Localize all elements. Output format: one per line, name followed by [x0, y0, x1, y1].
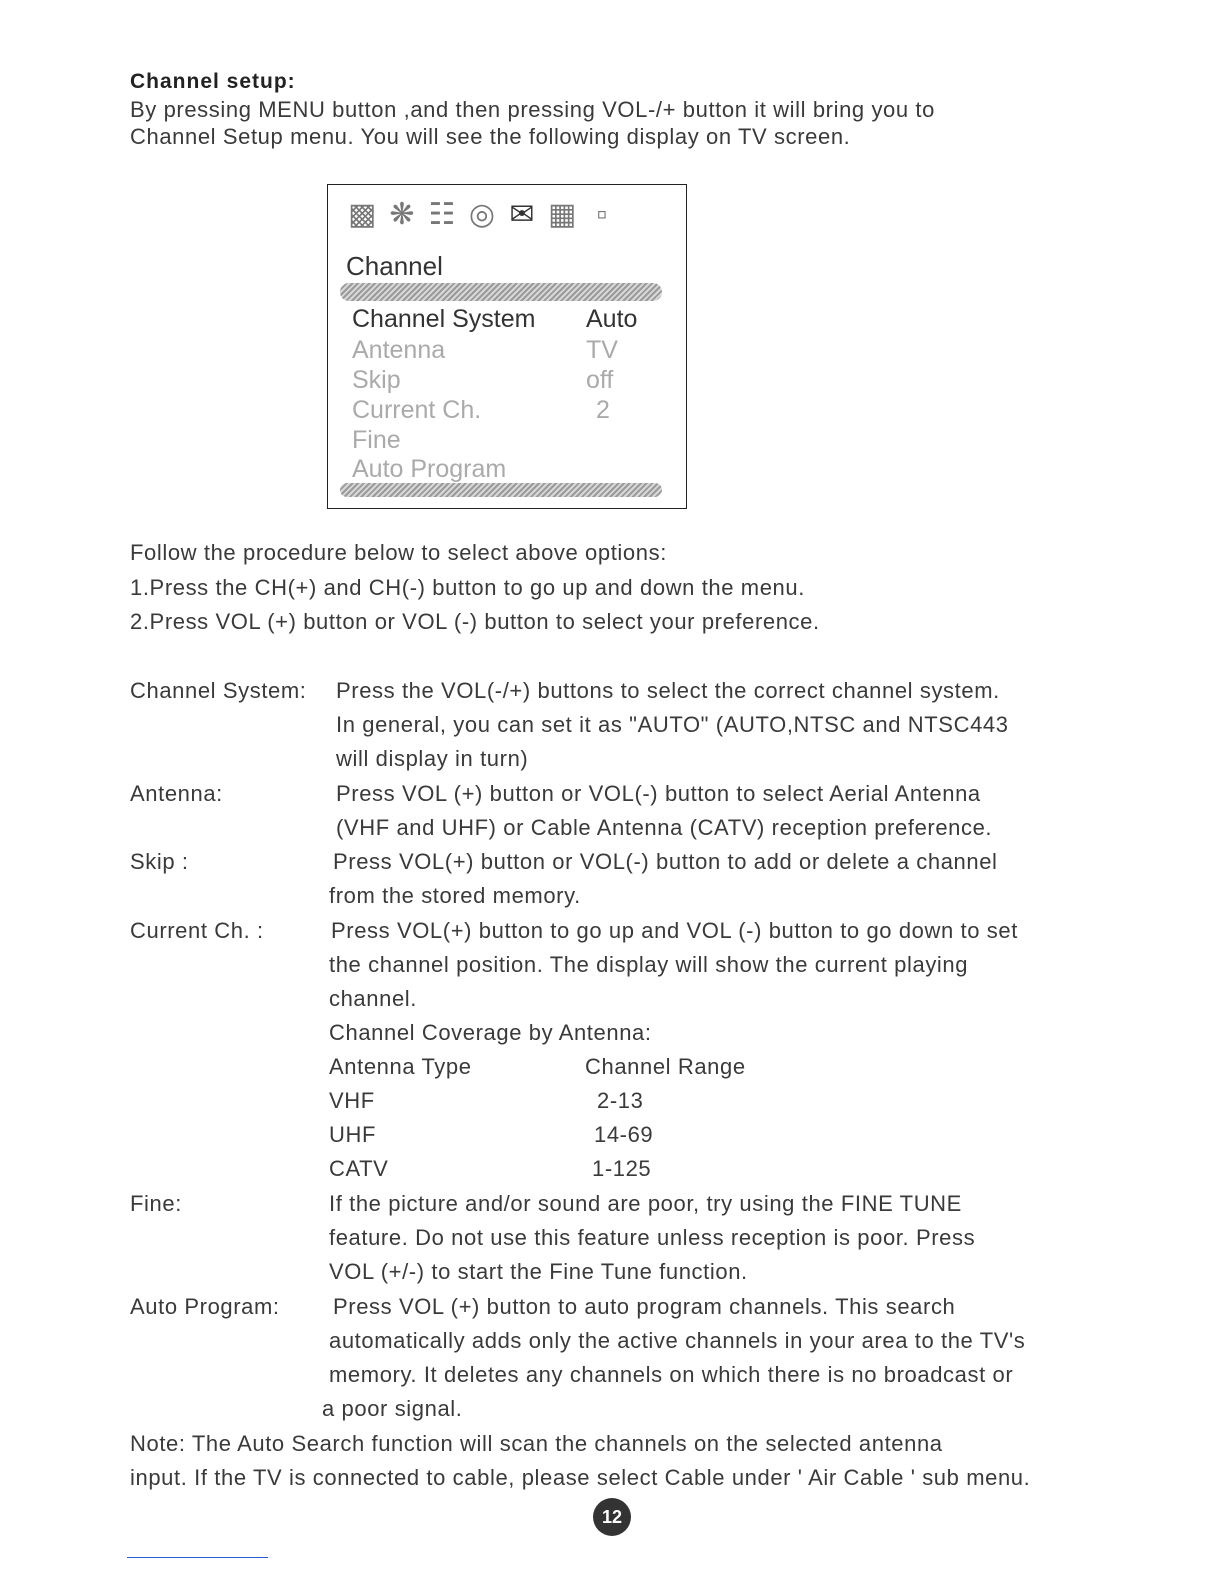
procedure-step-2: 2.Press VOL (+) button or VOL (-) button to select your preference. — [130, 609, 820, 634]
desc-antenna-1: Press VOL (+) button or VOL(-) button to select Aerial Antenna — [336, 781, 981, 806]
term-fine: Fine: — [130, 1191, 182, 1216]
parental-icon: ▫ — [596, 198, 608, 231]
procedure-step-1: 1.Press the CH(+) and CH(-) button to go up and down the menu. — [130, 575, 805, 600]
desc-current-ch-1: Press VOL(+) button to go up and VOL (-) button to go down to set — [331, 918, 1018, 943]
note-line-2: input. If the TV is connected to cable, please select Cable under ' Air Cable ' sub menu. — [130, 1465, 1031, 1490]
osd-item-label: Fine — [352, 426, 401, 454]
coverage-cell-range: 1-125 — [592, 1156, 652, 1181]
footer-rule — [127, 1557, 268, 1558]
coverage-cell-range: 2-13 — [597, 1088, 644, 1113]
section-heading: Channel setup: — [130, 70, 296, 93]
term-skip: Skip : — [130, 849, 189, 874]
sound-icon: ❋ — [389, 198, 415, 231]
desc-auto-program-1: Press VOL (+) button to auto program channels. This search — [333, 1294, 956, 1319]
desc-channel-system-3: will display in turn) — [336, 746, 529, 771]
note-line-1: Note: The Auto Search function will scan the channels on the selected antenna — [130, 1431, 943, 1456]
osd-bottom-bar — [340, 483, 662, 497]
term-channel-system: Channel System: — [130, 678, 307, 703]
osd-item-label: Skip — [352, 366, 401, 394]
page-number-badge: 12 — [593, 1498, 631, 1536]
desc-current-ch-3: channel. — [329, 986, 417, 1011]
setup-icon: ◎ — [468, 198, 496, 231]
picture-icon: ▩ — [348, 198, 377, 231]
osd-item-current-ch — [352, 396, 652, 426]
coverage-heading: Channel Coverage by Antenna: — [329, 1020, 652, 1045]
osd-item-value: Auto — [586, 305, 638, 333]
channel-antenna-icon: ✉ — [509, 198, 535, 231]
osd-item-label: Current Ch. — [352, 396, 482, 424]
coverage-header-channel-range: Channel Range — [585, 1054, 746, 1079]
procedure-intro: Follow the procedure below to select above options: — [130, 540, 667, 565]
coverage-cell-type: CATV — [329, 1156, 389, 1181]
osd-item-fine — [352, 426, 652, 456]
osd-item-value: off — [586, 366, 614, 394]
desc-fine-1: If the picture and/or sound are poor, try using the FINE TUNE — [329, 1191, 962, 1216]
term-current-ch: Current Ch. : — [130, 918, 264, 943]
osd-item-label: Channel System — [352, 305, 536, 333]
osd-item-auto-program — [352, 455, 652, 485]
osd-item-value: 2 — [596, 396, 610, 424]
desc-auto-program-2: automatically adds only the active channels in your area to the TV's — [329, 1328, 1026, 1353]
osd-item-skip — [352, 366, 652, 396]
osd-top-bar — [340, 283, 662, 301]
osd-item-label: Antenna — [352, 336, 446, 364]
desc-current-ch-2: the channel position. The display will show the current playing — [329, 952, 969, 977]
osd-item-label: Auto Program — [352, 455, 507, 483]
coverage-cell-type: UHF — [329, 1122, 377, 1147]
term-auto-program: Auto Program: — [130, 1294, 280, 1319]
term-antenna: Antenna: — [130, 781, 223, 806]
desc-antenna-2: (VHF and UHF) or Cable Antenna (CATV) reception preference. — [336, 815, 993, 840]
lock-icon: ▦ — [548, 198, 577, 231]
osd-item-channel-system — [352, 305, 652, 335]
desc-fine-2: feature. Do not use this feature unless reception is poor. Press — [329, 1225, 976, 1250]
desc-channel-system-1: Press the VOL(-/+) buttons to select the correct channel system. — [336, 678, 1000, 703]
coverage-cell-range: 14-69 — [594, 1122, 654, 1147]
coverage-header-antenna-type: Antenna Type — [329, 1054, 472, 1079]
osd-title: Channel — [346, 251, 443, 281]
desc-fine-3: VOL (+/-) to start the Fine Tune function. — [329, 1259, 748, 1284]
osd-item-value: TV — [586, 336, 618, 364]
desc-skip-1: Press VOL(+) button or VOL(-) button to add or delete a channel — [333, 849, 998, 874]
intro-line-1: By pressing MENU button ,and then pressing VOL-/+ button it will bring you to — [130, 97, 935, 122]
desc-auto-program-3: memory. It deletes any channels on which there is no broadcast or — [329, 1362, 1014, 1387]
coverage-cell-type: VHF — [329, 1088, 375, 1113]
desc-skip-2: from the stored memory. — [329, 883, 581, 908]
time-icon: ☷ — [428, 198, 456, 231]
osd-icon-row — [348, 195, 616, 235]
channel-setup-osd-menu — [327, 184, 687, 509]
desc-auto-program-4: a poor signal. — [322, 1396, 463, 1421]
osd-item-antenna — [352, 336, 652, 366]
intro-line-2: Channel Setup menu. You will see the following display on TV screen. — [130, 124, 851, 149]
desc-channel-system-2: In general, you can set it as "AUTO" (AUTO,NTSC and NTSC443 — [336, 712, 1009, 737]
